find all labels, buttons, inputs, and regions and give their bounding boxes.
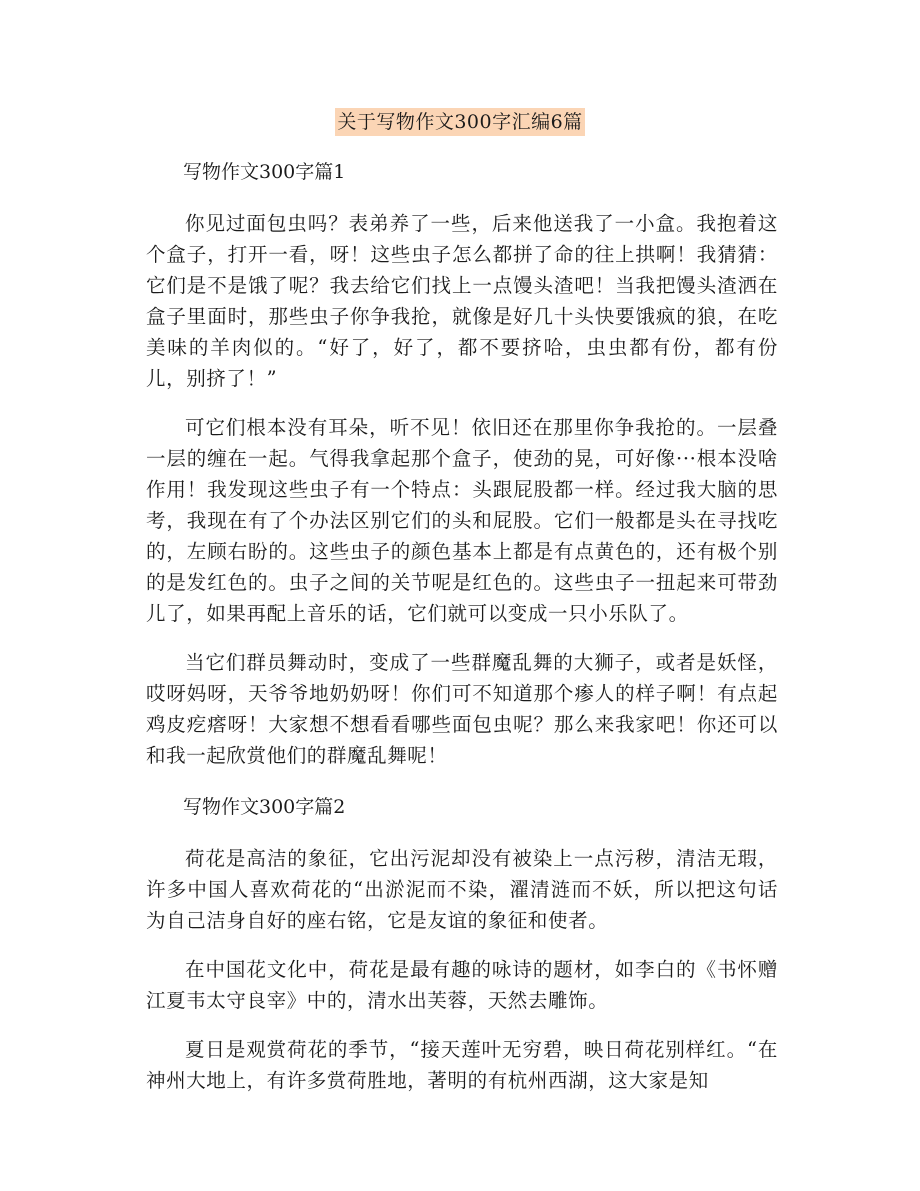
section-1 bbox=[146, 158, 778, 771]
paragraph: 在中国花文化中，荷花是最有趣的咏诗的题材，如李白的《书怀赠江夏韦太守良宰》中的，清水出芙蓉，天然去雕饰。 bbox=[146, 958, 778, 1012]
paragraph: 夏日是观赏荷花的季节，“接天莲叶无穷碧，映日荷花别样红。“在神州大地上，有许多赏荷胜地，著明的有杭州西湖，这大家是知 bbox=[146, 1038, 778, 1092]
paragraph: 你见过面包虫吗？表弟养了一些，后来他送我了一小盒。我抱着这个盒子，打开一看，呀！这些虫子怎么都拼了命的往上拱啊！我猜猜：它们是不是饿了呢？我去给它们找上一点馒头渣吧！当我把馒头渣洒在盒子里面时，那些虫子你争我抢，就像是好几十头快要饿疯的狼，在吃美味的羊肉似的。“好了，好了，都不要挤哈，虫虫都有份，都有份儿，别挤了！” bbox=[146, 212, 778, 390]
paragraph: 可它们根本没有耳朵，听不见！依旧还在那里你争我抢的。一层叠一层的缠在一起。气得我拿起那个盒子，使劲的晃，可好像···根本没啥作用！我发现这些虫子有一个特点：头跟屁股都一样。经过我大脑的思考，我现在有了个办法区别它们的头和屁股。它们一般都是头在寻找吃的，左顾右盼的。这些虫子的颜色基本上都是有点黄色的，还有极个别的是发红色的。虫子之间的关节呢是红色的。这些虫子一扭起来可带劲儿了，如果再配上音乐的话，它们就可以变成一只小乐队了。 bbox=[146, 416, 778, 625]
section-2 bbox=[146, 793, 778, 1096]
section-heading: 写物作文300字篇2 bbox=[183, 796, 346, 818]
document-title: 关于写物作文300字汇编6篇 bbox=[335, 108, 584, 136]
paragraph: 荷花是高洁的象征，它出污泥却没有被染上一点污秽，清洁无瑕，许多中国人喜欢荷花的“出淤泥而不染，濯清涟而不妖，所以把这句话为自己洁身自好的座右铭，它是友谊的象征和使者。 bbox=[146, 847, 778, 932]
section-heading: 写物作文300字篇1 bbox=[183, 161, 346, 183]
document-body bbox=[146, 158, 778, 1114]
paragraph: 当它们群员舞动时，变成了一些群魔乱舞的大狮子，或者是妖怪，哎呀妈呀，天爷爷地奶奶呀！你们可不知道那个瘆人的样子啊！有点起鸡皮疙瘩呀！大家想不想看看哪些面包虫呢？那么来我家吧！你还可以和我一起欣赏他们的群魔乱舞呢！ bbox=[146, 651, 778, 767]
title-wrap bbox=[0, 108, 920, 136]
